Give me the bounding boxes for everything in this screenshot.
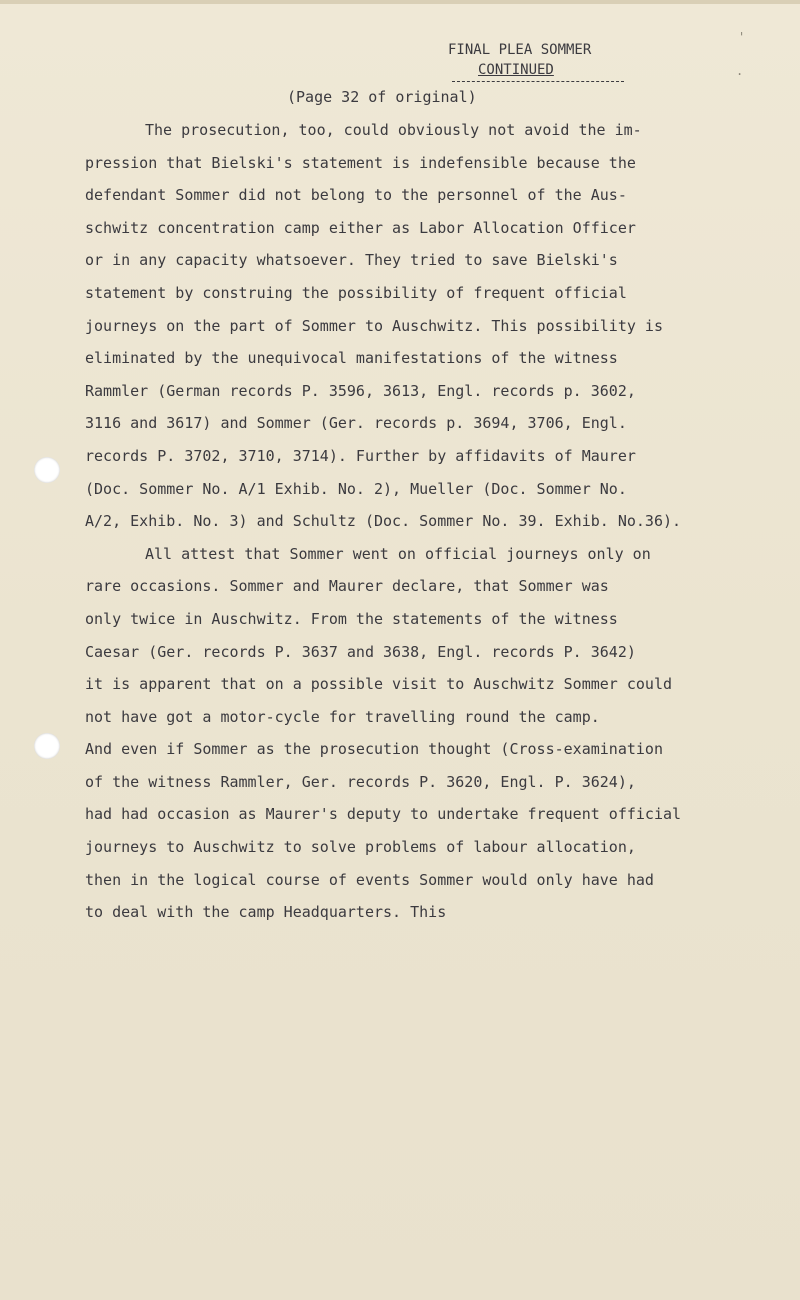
body-line: statement by construing the possibility of frequent official (85, 283, 627, 302)
body-line: A/2, Exhib. No. 3) and Schultz (Doc. Sommer No. 39. Exhib. No.36). (85, 512, 682, 531)
body-line: All attest that Sommer went on official journeys only on (145, 544, 651, 563)
body-line: 3116 and 3617) and Sommer (Ger. records p. 3694, 3706, Engl. (85, 414, 627, 433)
body-line: Caesar (Ger. records P. 3637 and 3638, Engl. records P. 3642) (85, 642, 636, 661)
header-title: FINAL PLEA SOMMER (448, 42, 592, 58)
body-line: had had occasion as Maurer's deputy to undertake frequent official (85, 805, 682, 824)
body-line: pression that Bielski's statement is indefensible because the (85, 153, 636, 172)
body-line: schwitz concentration camp either as Labor Allocation Officer (85, 218, 636, 237)
margin-mark: ' (738, 30, 746, 44)
punch-hole-lower (34, 733, 60, 759)
body-line: journeys on the part of Sommer to Auschwitz. This possibility is (85, 316, 663, 335)
body-line: of the witness Rammler, Ger. records P. 3620, Engl. P. 3624), (85, 772, 636, 791)
paper-top-edge (0, 0, 800, 4)
body-line: The prosecution, too, could obviously not avoid the im- (145, 121, 642, 139)
body-line: (Doc. Sommer No. A/1 Exhib. No. 2), Mueller (Doc. Sommer No. (85, 479, 627, 498)
page-reference: (Page 32 of original) (287, 88, 477, 106)
body-line: records P. 3702, 3710, 3714). Further by affidavits of Maurer (85, 446, 636, 465)
body-text (85, 114, 765, 929)
document-header (448, 40, 648, 82)
body-line: then in the logical course of events Sommer would only have had (85, 870, 654, 889)
header-rule (452, 81, 624, 82)
margin-mark: . (736, 64, 744, 78)
body-line: And even if Sommer as the prosecution thought (Cross-examination (85, 740, 663, 759)
body-line: it is apparent that on a possible visit to Auschwitz Sommer could (85, 675, 672, 694)
body-line: only twice in Auschwitz. From the statements of the witness (85, 609, 618, 628)
body-line: rare occasions. Sommer and Maurer declare, that Sommer was (85, 577, 609, 596)
body-line: eliminated by the unequivocal manifestations of the witness (85, 349, 618, 368)
body-line: to deal with the camp Headquarters. This (85, 903, 447, 922)
header-subtitle: CONTINUED (478, 62, 554, 78)
body-line: Rammler (German records P. 3596, 3613, Engl. records p. 3602, (85, 381, 636, 400)
body-line: or in any capacity whatsoever. They tried to save Bielski's (85, 251, 618, 270)
body-line: defendant Sommer did not belong to the personnel of the Aus- (85, 186, 627, 205)
body-line: not have got a motor-cycle for travelling round the camp. (85, 707, 600, 726)
body-line: journeys to Auschwitz to solve problems of labour allocation, (85, 838, 636, 857)
punch-hole-upper (34, 457, 60, 483)
